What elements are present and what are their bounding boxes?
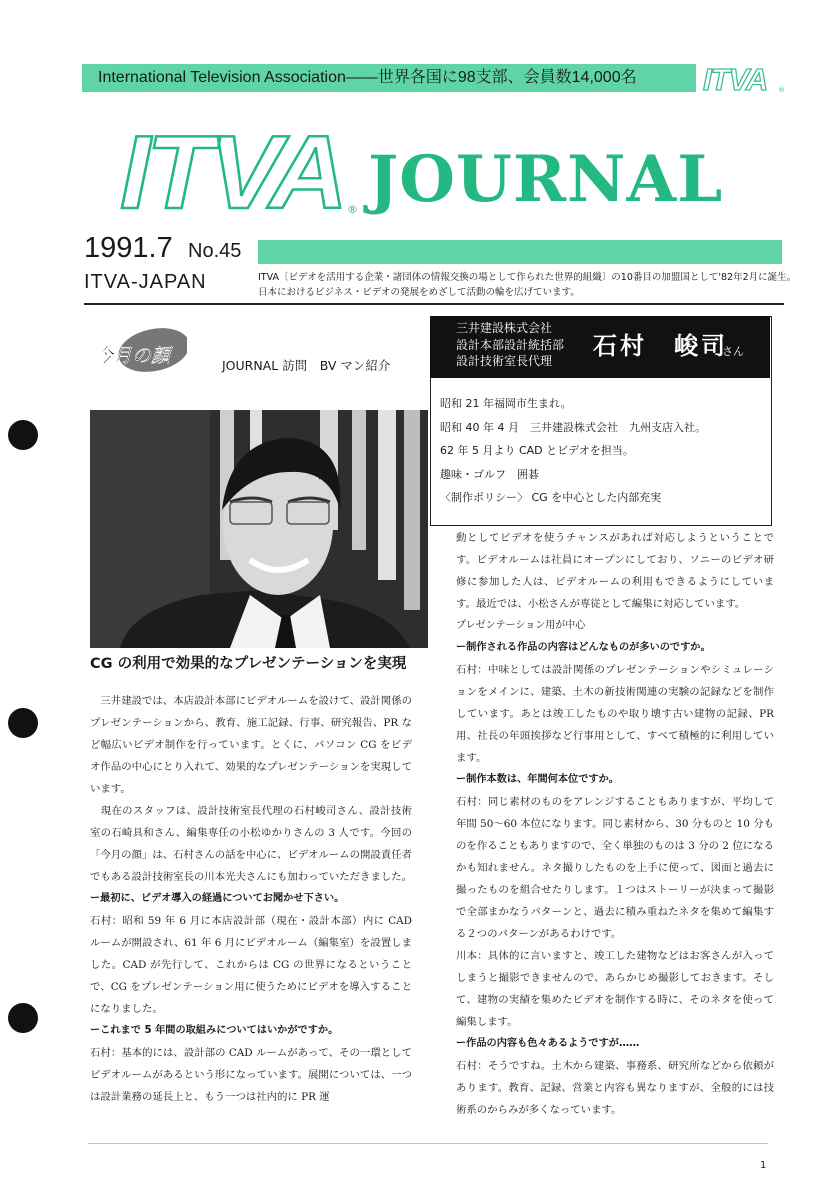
- question: ー作品の内容も色々あるようですが……: [456, 1038, 640, 1049]
- bio-line: 昭和 21 年福岡市生まれ。: [440, 397, 572, 410]
- answer-continued: 動としてビデオを使うチャンスがあれば対応しようということです。ビデオルームは社員にオープンにしており、ソニーのビデオ研修に参加した人は、ビデオルームの利用もできるようにしています。最近では、小松さんが専従として編集に対応しています。: [456, 532, 774, 610]
- company-line: 設計技術室長代理: [456, 354, 553, 368]
- issue-number: No.45: [188, 240, 242, 262]
- answer: 川本：具体的に言いますと、竣工した建物などはお客さんが入ってしまうと撮影できませんので、あらかじめ撮影しておきます。そして、建物の実績を集めたビデオを制作する時に、そのネタを使って編集します。: [456, 950, 774, 1028]
- org-name: ITVA-JAPAN: [84, 271, 207, 293]
- answer: 石村：中味としては設計関係のプレゼンテーションやシミュレーションをメインに、建築、土木の新技術関連の実験の記録などを制作しています。あとは竣工したものや取り壊す古い建物の記録、PR 用、社長の年頭挨拶など行事用として、すべて積極的に利用しています。: [456, 664, 774, 764]
- binder-hole: [8, 1003, 38, 1033]
- date-bar: [258, 240, 782, 264]
- profile-name: 石村 峻司: [593, 331, 728, 360]
- bio-line: 趣味・ゴルフ 囲碁: [440, 467, 539, 481]
- paragraph: 現在のスタッフは、設計技術室長代理の石村峻司さん、設計技術室の石崎具和さん、編集専任の小松ゆかりさんの 3 人です。今回の「今月の顔」は、石村さんの話を中心に、ビデオルームの開設責任者でもある設計技術室長の川本光夫さんにも加わっていただきました。: [90, 805, 413, 883]
- question: ーこれまで 5 年間の取組みについてはいかがですか。: [90, 1025, 339, 1036]
- company-line: 設計本部設計統括部: [456, 337, 565, 352]
- bio-line: 〈制作ポリシー〉 CG を中心とした内部充実: [440, 491, 662, 504]
- bio-line: 62 年 5 月より CAD とビデオを担当。: [440, 444, 634, 457]
- footer-divider: [88, 1143, 768, 1144]
- company-line: 三井建設株式会社: [456, 321, 553, 335]
- page-number: 1: [760, 1160, 767, 1171]
- answer: 石村：昭和 59 年 6 月に本店設計部（現在・設計本部）内に CAD ルームが開設され、61 年 6 月にビデオルーム（編集室）を設置しました。CAD が先行して、これからは CG の世界になるということで、CG をプレゼンテーション用に使うためにビデオを導入することになりました。: [90, 915, 412, 1015]
- binder-hole: [8, 420, 38, 450]
- subheading: プレゼンテーション用が中心: [456, 620, 586, 631]
- binder-hole: [8, 708, 38, 738]
- answer: 石村：基本的には、設計部の CAD ルームがあって、その一環としてビデオルームがあるという形になっています。展開については、一つは設計業務の延長上と、もう一つは社内的に PR 運: [90, 1047, 412, 1103]
- answer: 石村：同じ素材のものをアレンジすることもありますが、平均して年間 50〜60 本位になります。同じ素材から、30 分ものと 10 分ものを作ることもありますので、全く単独のものは 3 分の 2 位になるかも知れません。ネタ撮りしたものを上手に使って、図面と過去に撮ったものを組合せたりします。１つはストーリーが決まって撮影で全部まかなうパターンと、過去に積み重ねたネタを集めて編集する２つのパターンがあるわけです。: [456, 796, 774, 940]
- bio-line: 昭和 40 年 4 月 三井建設株式会社 九州支店入社。: [440, 420, 706, 434]
- portrait-photo: [90, 410, 428, 648]
- registered-mark: ®: [778, 86, 785, 94]
- itva-big-logo: ITVA: [120, 115, 344, 231]
- question: ー最初に、ビデオ導入の経過についてお聞かせ下さい。: [90, 893, 345, 904]
- paragraph: 三井建設では、本店設計本部にビデオルームを設けて、設計関係のプレゼンテーションから、教育、施工記録、行事、研究報告、PR など幅広いビデオ制作を行っています。とくに、パソコン CG をビデオ作品の中心にとり入れて、効果的なプレゼンテーションを実現しています。: [90, 695, 412, 795]
- banner-text: International Television Association――世界各国に98支部、会員数14,000名: [98, 69, 637, 86]
- badge-text: 今月の顔: [94, 345, 171, 367]
- org-description: ITVA〔ビデオを活用する企業・諸団体の情報交換の場として作られた世界的組織〕の10番目の加盟国として'82年2月に誕生。日本におけるビジネス・ビデオの発展をめざして活動の輪を広げています。: [258, 272, 797, 298]
- header-divider: [84, 303, 784, 305]
- answer: 石村：そうですね。土木から建築、事務系、研究所などから依頼があります。教育、記録、営業と内容も異なりますが、全般的には技術系のからみが多くなっています。: [456, 1060, 774, 1116]
- issue-date: 1991.7: [84, 232, 173, 264]
- article-left-column: [90, 690, 412, 1108]
- registered-mark: ®: [347, 203, 358, 216]
- journal-title: JOURNAL: [368, 142, 724, 217]
- itva-small-logo: ITVA: [703, 62, 768, 97]
- question: ー制作される作品の内容はどんなものが多いのですか。: [456, 642, 711, 653]
- article-subtitle: CG の利用で効果的なプレゼンテーションを実現: [90, 656, 407, 672]
- section-label: JOURNAL 訪問 BV マン紹介: [222, 358, 391, 373]
- question: ー制作本数は、年間何本位ですか。: [456, 774, 619, 785]
- section-badge: [92, 328, 187, 374]
- profile-bio: [440, 392, 706, 510]
- profile-company: [456, 320, 564, 370]
- article-right-column: [456, 527, 774, 1121]
- profile-honorific: さん: [722, 345, 744, 358]
